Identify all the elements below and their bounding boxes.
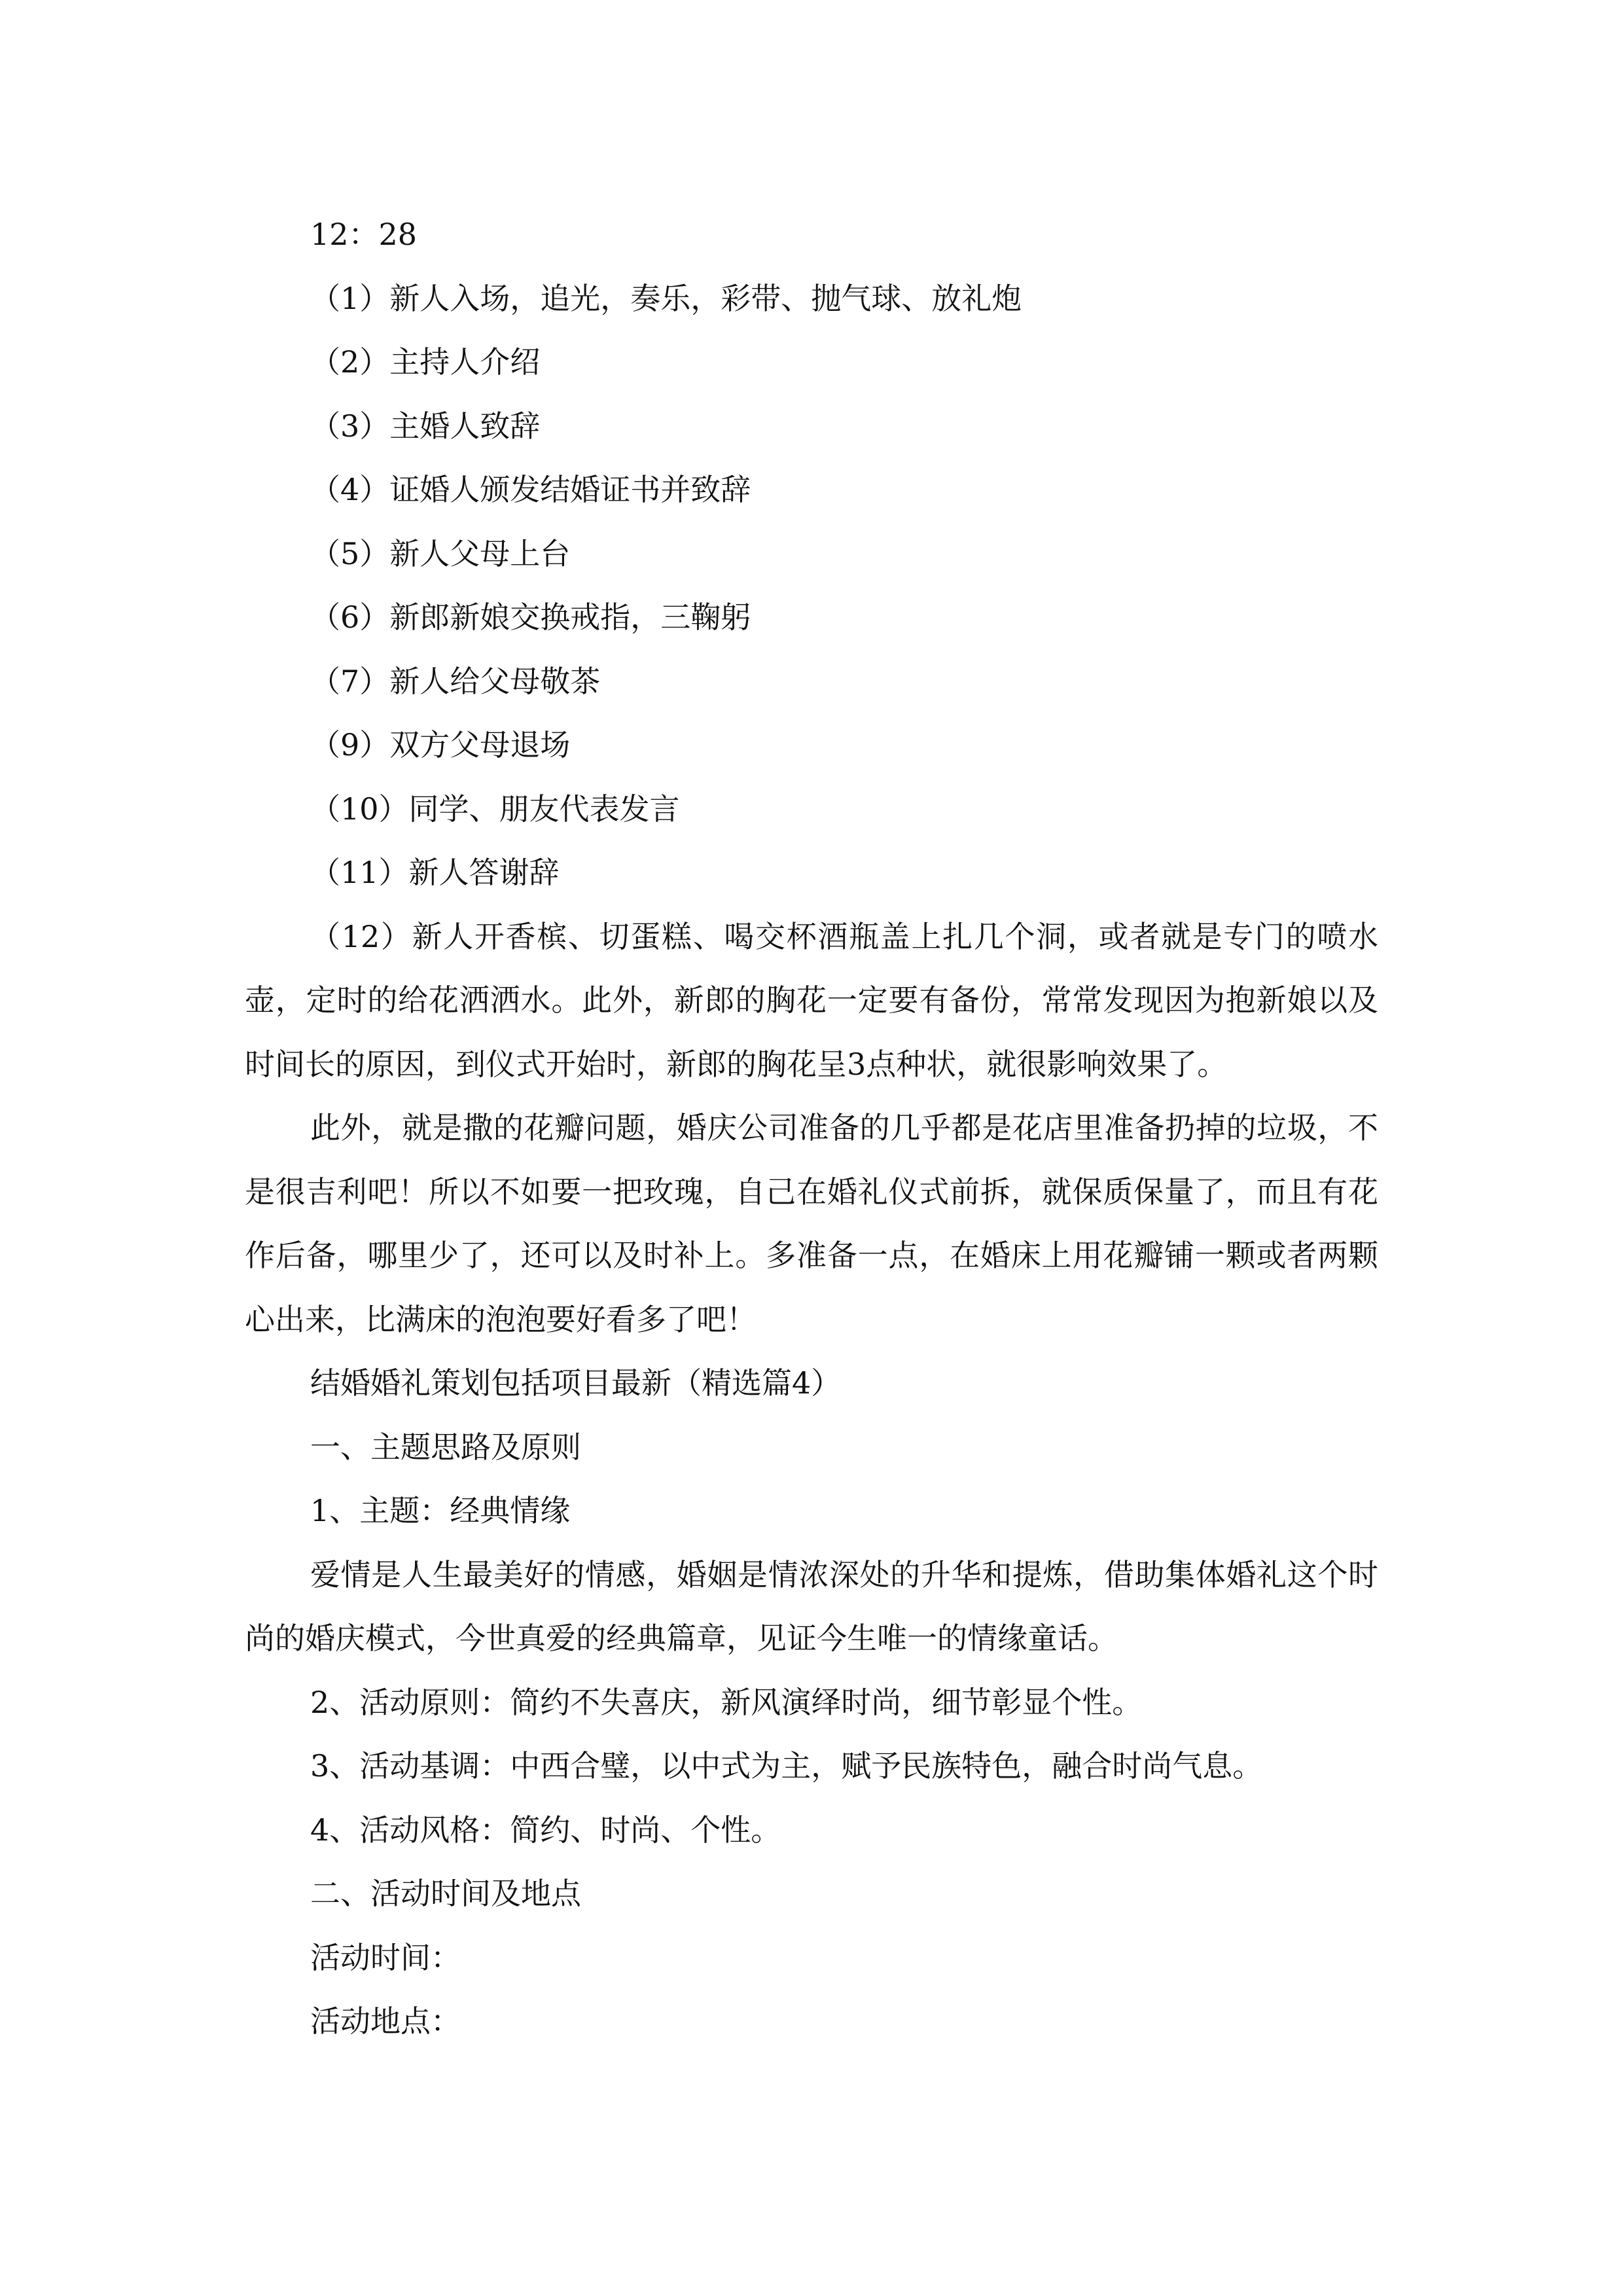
tone-line: 3、活动基调：中西合璧，以中式为主，赋予民族特色，融合时尚气息。: [310, 1748, 1263, 1784]
theme-line: 1、主题：经典情缘: [310, 1493, 571, 1528]
step-item-12-paragraph: （12）新人开香槟、切蛋糕、喝交杯酒瓶盖上扎几个洞，或者就是专门的喷水壶，定时的给花洒洒水。此外，新郎的胸花一定要有备份，常常发现因为抱新娘以及时间长的原因，到仪式开始时，新郎的胸花呈3点种状，就很影响效果了。: [245, 918, 1378, 1082]
style-line: 4、活动风格：简约、时尚、个性。: [310, 1812, 781, 1848]
step-item-11: （11）新人答谢辞: [310, 855, 560, 890]
step-item-10: （10）同学、朋友代表发言: [310, 791, 680, 827]
activity-place-label: 活动地点：: [310, 2003, 461, 2039]
petals-paragraph: 此外，就是撒的花瓣问题，婚庆公司准备的几乎都是花店里准备扔掉的垃圾，不是很吉利吧！所以不如要一把玫瑰，自己在婚礼仪式前拆，就保质保量了，而且有花作后备，哪里少了，还可以及时补上。多准备一点，在婚床上用花瓣铺一颗或者两颗心出来，比满床的泡泡要好看多了吧！: [245, 1110, 1378, 1337]
step-item-7: （7）新人给父母敬茶: [310, 663, 601, 699]
activity-time-label: 活动时间：: [310, 1939, 461, 1975]
step-item-6: （6）新郎新娘交换戒指，三鞠躬: [310, 600, 751, 635]
section-title: 结婚婚礼策划包括项目最新（精选篇4）: [310, 1365, 842, 1401]
step-item-2: （2）主持人介绍: [310, 344, 541, 380]
step-item-1: （1）新人入场，追光，奏乐，彩带、抛气球、放礼炮: [310, 280, 1022, 316]
step-item-3: （3）主婚人致辞: [310, 408, 541, 444]
step-item-4: （4）证婚人颁发结婚证书并致辞: [310, 472, 751, 507]
document-body: [245, 203, 1378, 2054]
love-paragraph: 爱情是人生最美好的情感，婚姻是情浓深处的升华和提炼，借助集体婚礼这个时尚的婚庆模式，今世真爱的经典篇章，见证今生唯一的情缘童话。: [245, 1556, 1378, 1656]
heading-theme-principles: 一、主题思路及原则: [310, 1429, 581, 1465]
heading-time-place: 二、活动时间及地点: [310, 1876, 581, 1911]
step-item-5: （5）新人父母上台: [310, 535, 571, 571]
step-item-9: （9）双方父母退场: [310, 727, 571, 762]
time-line: 12：28: [310, 217, 418, 252]
principle-line: 2、活动原则：简约不失喜庆，新风演绎时尚，细节彰显个性。: [310, 1684, 1143, 1720]
